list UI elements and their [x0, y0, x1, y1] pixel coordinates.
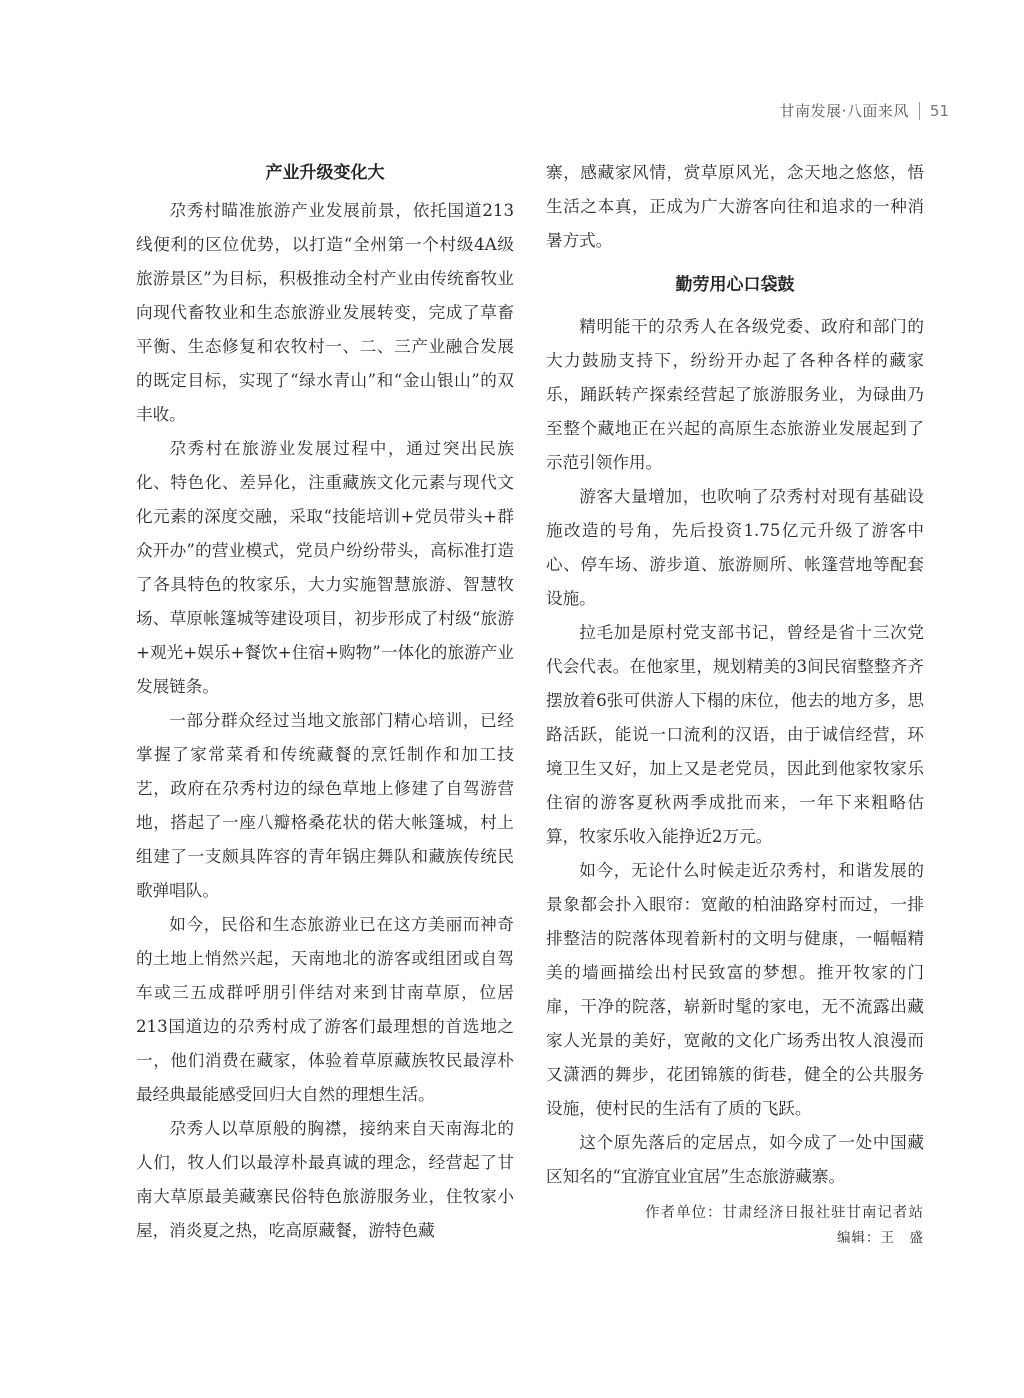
running-header	[780, 100, 949, 121]
paragraph: 如今，民俗和生态旅游业已在这方美丽而神奇的土地上悄然兴起，天南地北的游客或组团或自驾车或三五成群呼朋引伴结对来到甘南草原，位居213国道边的尕秀村成了游客们最理想的首选地之一，他们消费在藏家，体验着草原藏族牧民最淳朴最经典最能感受回归大自然的理想生活。	[136, 915, 514, 1104]
section-title: 甘南发展·八面来风	[779, 102, 909, 120]
paragraph: 这个原先落后的定居点，如今成了一处中国藏区知名的“宜游宜业宜居”生态旅游藏寨。	[546, 1133, 924, 1186]
page-number: 51	[929, 101, 949, 120]
paragraph: 尕秀村瞄准旅游产业发展前景，依托国道213线便利的区位优势，以打造“全州第一个村级4A级旅游景区”为目标，积极推动全村产业由传统畜牧业向现代畜牧业和生态旅游业发展转变，完成了草畜平衡、生态修复和农牧村一、二、三产业融合发展的既定目标，实现了“绿水青山”和“金山银山”的双丰收。	[136, 201, 514, 424]
section-heading-industry-upgrade: 产业升级变化大	[265, 163, 385, 183]
paragraph: 精明能干的尕秀人在各级党委、政府和部门的大力鼓励支持下，纷纷开办起了各种各样的藏家乐，踊跃转产探索经营起了旅游服务业，为碌曲乃至整个藏地正在兴起的高原生态旅游业发展起到了示范引领作用。	[546, 317, 924, 472]
paragraph: 尕秀村在旅游业发展过程中，通过突出民族化、特色化、差异化，注重藏族文化元素与现代文化元素的深度交融，采取“技能培训+党员带头+群众开办”的营业模式，党员户纷纷带头，高标准打造了各具特色的牧家乐，大力实施智慧旅游、智慧牧场、草原帐篷城等建设项目，初步形成了村级“旅游+观光+娱乐+餐饮+住宿+购物”一体化的旅游产业发展链条。	[136, 439, 514, 696]
author-affiliation: 作者单位：甘肃经济日报社驻甘南记者站	[645, 1205, 924, 1221]
paragraph: 游客大量增加，也吹响了尕秀村对现有基础设施改造的号角，先后投资1.75亿元升级了游客中心、停车场、游步道、旅游厕所、帐篷营地等配套设施。	[546, 487, 924, 608]
continued-paragraph: 寨，感藏家风情，赏草原风光，念天地之悠悠，悟生活之本真，正成为广大游客向往和追求的一种消暑方式。	[546, 163, 924, 250]
left-column	[136, 156, 514, 1248]
paragraph: 拉毛加是原村党支部书记，曾经是省十三次党代会代表。在他家里，规划精美的3间民宿整整齐齐摆放着6张可供游人下榻的床位，他去的地方多，思路活跃，能说一口流利的汉语，由于诚信经营，环境卫生又好，加上又是老党员，因此到他家牧家乐住宿的游客夏秋两季成批而来，一年下来粗略估算，牧家乐收入能挣近2万元。	[546, 623, 924, 846]
paragraph: 一部分群众经过当地文旅部门精心培训，已经掌握了家常菜肴和传统藏餐的烹饪制作和加工技艺，政府在尕秀村边的绿色草地上修建了自驾游营地，搭起了一座八瓣格桑花状的偌大帐篷城，村上组建了一支颇具阵容的青年锅庄舞队和藏族传统民歌弹唱队。	[136, 711, 514, 900]
editor-credit: 编辑：王 盛	[837, 1230, 924, 1246]
section-heading-hardwork: 勤劳用心口袋鼓	[675, 275, 795, 295]
paragraph: 尕秀人以草原般的胸襟，接纳来自天南海北的人们，牧人们以最淳朴最真诚的理念，经营起了甘南大草原最美藏寨民俗特色旅游服务业，住牧家小屋，消炎夏之热，吃高原藏餐，游特色藏	[136, 1119, 514, 1240]
right-column	[546, 156, 924, 1250]
paragraph: 如今，无论什么时候走近尕秀村，和谐发展的景象都会扑入眼帘：宽敞的柏油路穿村而过，一排排整洁的院落体现着新村的文明与健康，一幅幅精美的墙画描绘出村民致富的梦想。推开牧家的门扉，干净的院落，崭新时髦的家电，无不流露出藏家人光景的美好，宽敞的文化广场秀出牧人浪漫而又潇洒的舞步，花团锦簇的街巷，健全的公共服务设施，使村民的生活有了质的飞跃。	[546, 861, 924, 1118]
header-divider	[919, 102, 920, 120]
